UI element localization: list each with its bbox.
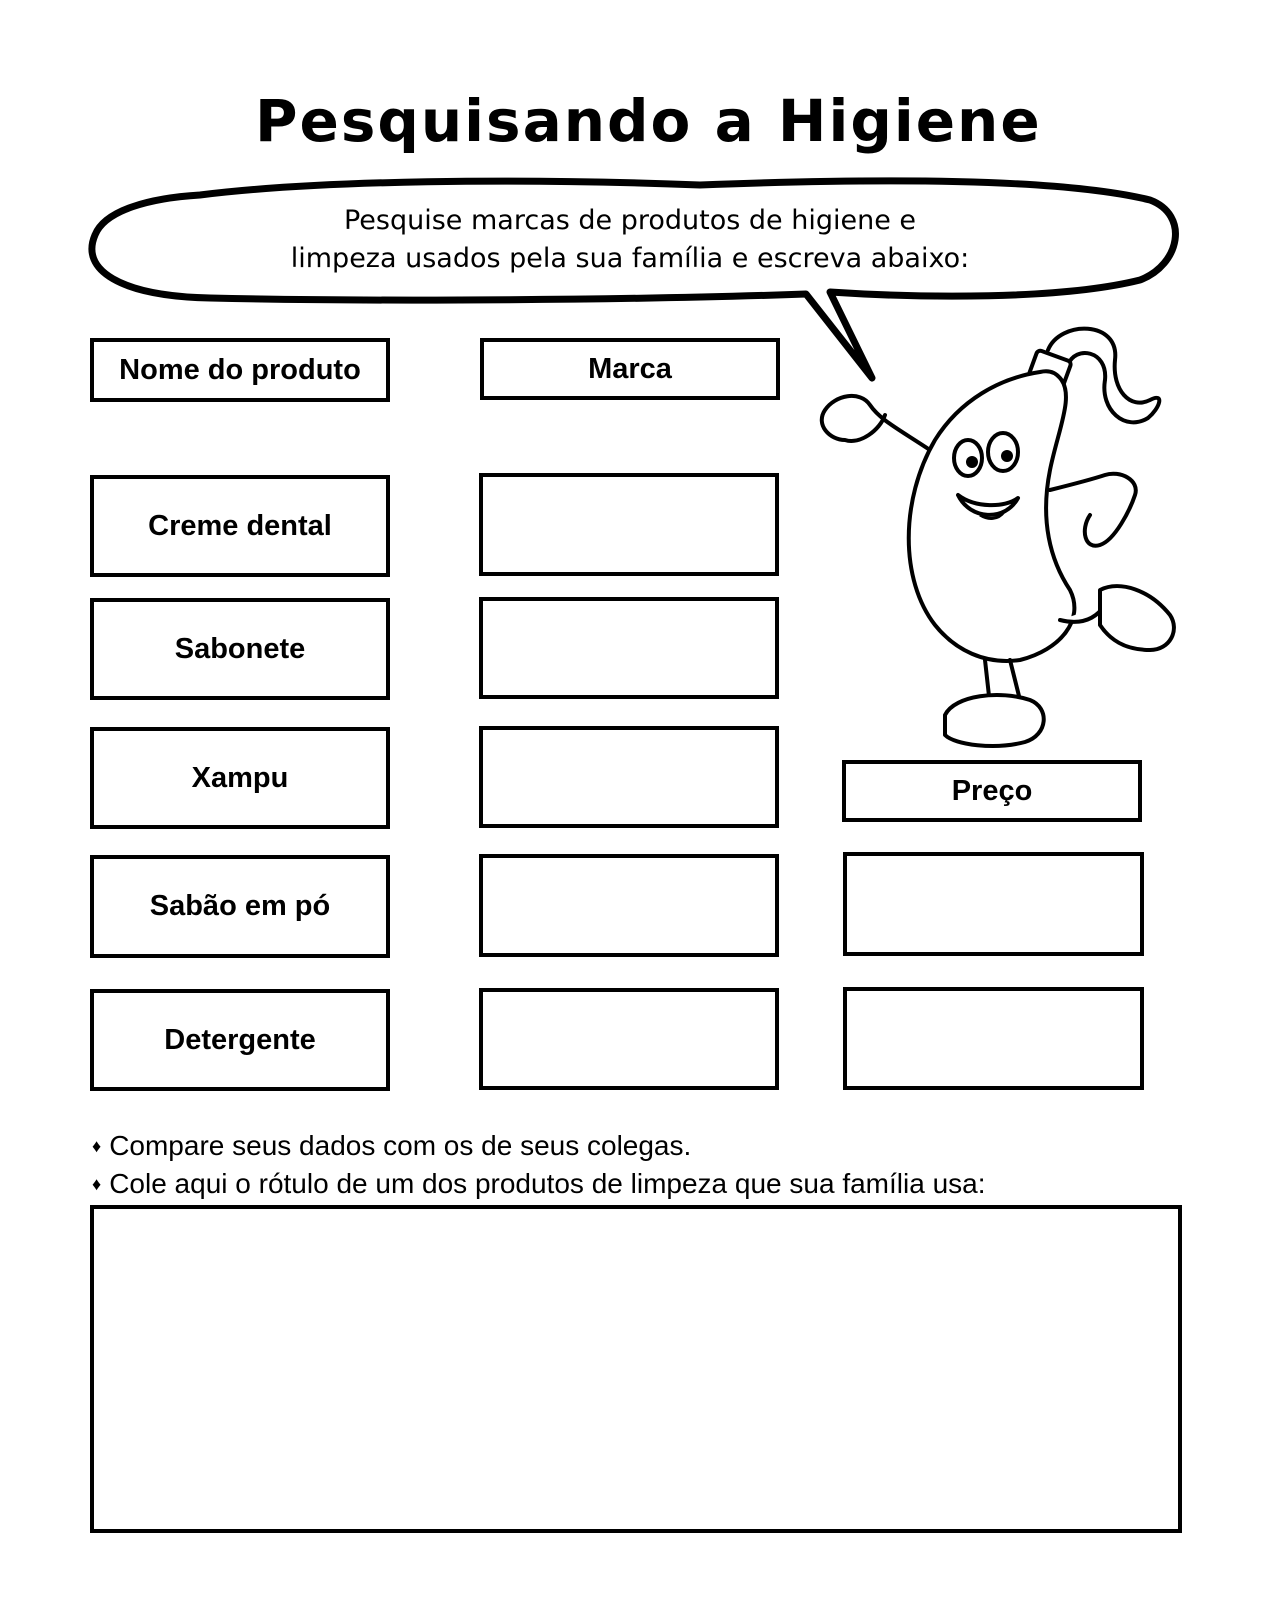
- page-title: Pesquisando a Higiene: [255, 87, 1042, 155]
- instruction-paste-label: [92, 1170, 986, 1198]
- price-input-detergente[interactable]: [843, 987, 1144, 1090]
- bullet-icon: ♦: [92, 1136, 102, 1156]
- brand-header-label: Marca: [588, 352, 672, 385]
- bullet-icon: ♦: [92, 1174, 102, 1194]
- product-cell-sabao-em-po: [90, 855, 390, 958]
- instruction-paste-label-text: Cole aqui o rótulo de um dos produtos de limpeza que sua família usa:: [109, 1168, 986, 1199]
- bubble-line-1: Pesquise marcas de produtos de higiene e: [343, 205, 917, 236]
- sneaker-raised-icon: [1100, 586, 1174, 650]
- product-label: Xampu: [191, 761, 289, 794]
- product-label: Sabão em pó: [149, 890, 331, 922]
- product-label: Creme dental: [148, 509, 332, 542]
- instruction-compare: [92, 1132, 691, 1160]
- product-cell-detergente: [90, 989, 390, 1091]
- product-header-label: Nome do produto: [119, 353, 361, 386]
- price-header-label: Preço: [951, 774, 1033, 807]
- product-label: Sabonete: [174, 632, 306, 665]
- price-column-header: [842, 760, 1142, 822]
- sneaker-standing-icon: [945, 695, 1044, 746]
- brand-input-sabao-em-po[interactable]: [479, 854, 779, 957]
- bubble-line-2: limpeza usados pela sua família e escreva abaixo:: [290, 243, 970, 274]
- paste-label-area[interactable]: [90, 1205, 1182, 1533]
- price-input-sabao-em-po[interactable]: [843, 852, 1144, 956]
- product-label: Detergente: [164, 1023, 316, 1056]
- brand-input-detergente[interactable]: [479, 988, 779, 1090]
- toothpaste-mascot-illustration: [0, 0, 1264, 760]
- instruction-compare-text: Compare seus dados com os de seus colegas.: [109, 1130, 692, 1161]
